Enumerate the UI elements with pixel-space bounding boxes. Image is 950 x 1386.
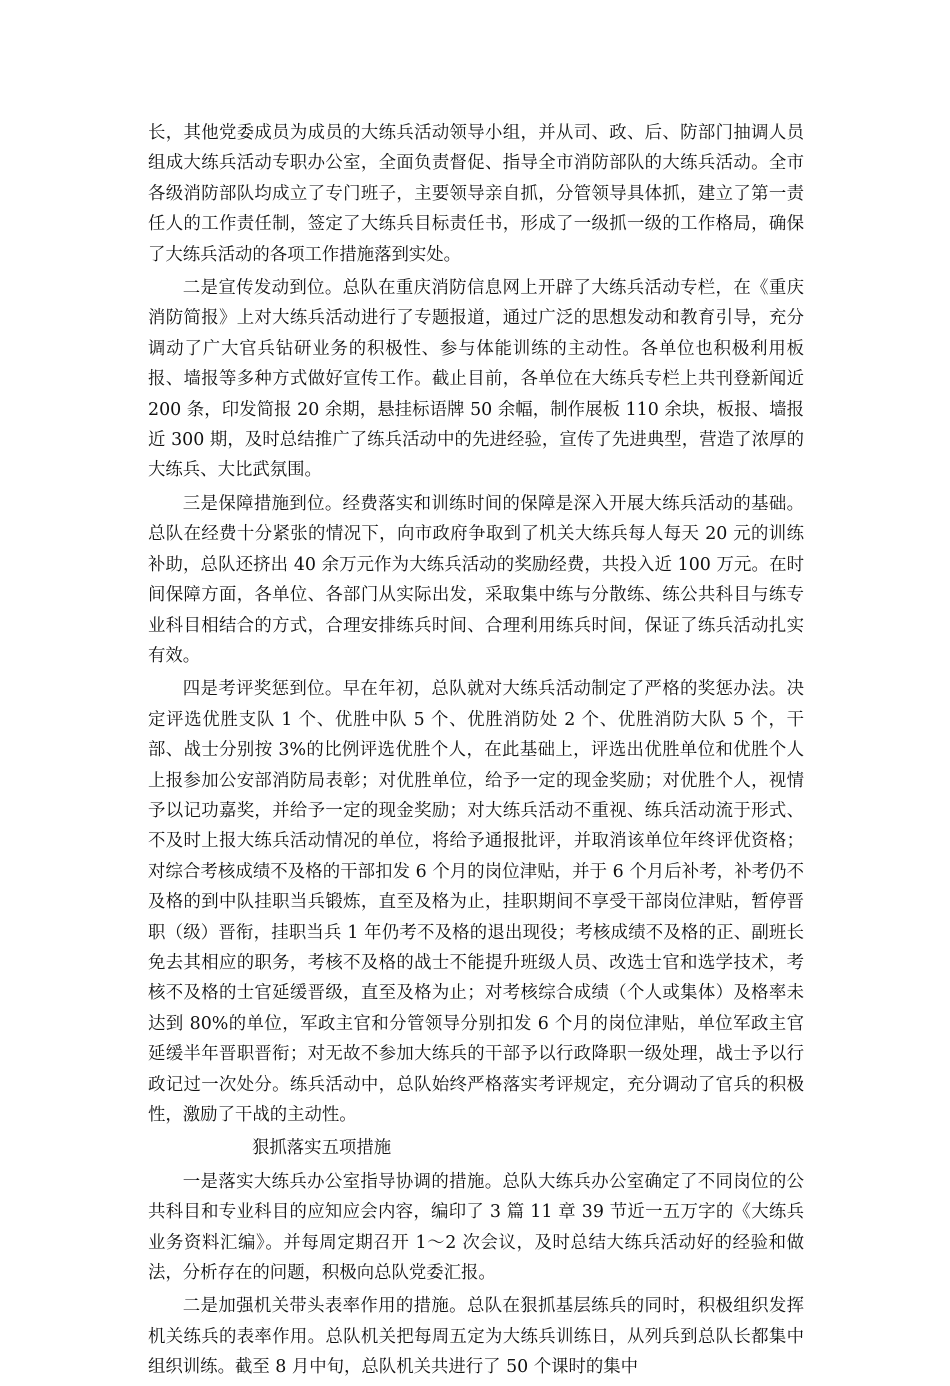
paragraph-evaluation: 四是考评奖惩到位。早在年初，总队就对大练兵活动制定了严格的奖惩办法。决定评选优胜支队 1 个、优胜中队 5 个、优胜消防处 2 个、优胜消防大队 5 个，干部、战士分别按 3%的比例评选优胜个人，在此基础上，评选出优胜单位和优胜个人上报参加公安部消防局表彰；对优胜单位，给予一定的现金奖励；对优胜个人，视情予以记功嘉奖，并给予一定的现金奖励；对大练兵活动不重视、练兵活动流于形式、不及时上报大练兵活动情况的单位，将给予通报批评，并取消该单位年终评优资格；对综合考核成绩不及格的干部扣发 6 个月的岗位津贴，并于 6 个月后补考，补考仍不及格的到中队挂职当兵锻炼，直至及格为止，挂职期间不享受干部岗位津贴，暂停晋职（级）晋衔，挂职当兵 1 年仍考不及格的退出现役；考核成绩不及格的正、副班长免去其相应的职务，考核不及格的战士不能提升班级人员、改选士官和选学技术，考核不及格的士官延缓晋级，直至及格为止；对考核综合成绩（个人或集体）及格率未达到 80%的单位，军政主官和分管领导分别扣发 6 个月的岗位津贴，单位军政主官延缓半年晋职晋衔；对无故不参加大练兵的干部予以行政降职一级处理，战士予以行政记过一次处分。练兵活动中，总队始终严格落实考评规定，充分调动了官兵的积极性，激励了干战的主动性。 [148,679,804,1125]
paragraph-office-coordination: 一是落实大练兵办公室指导协调的措施。总队大练兵办公室确定了不同岗位的公共科目和专业科目的应知应会内容，编印了 3 篇 11 章 39 节近一五万字的《大练兵业务资料汇编》。并每周定期召开 1～2 次会议，及时总结大练兵活动好的经验和做法，分析存在的问题，积极向总队党委汇报。 [148,1171,804,1284]
paragraph-guarantee: 三是保障措施到位。经费落实和训练时间的保障是深入开展大练兵活动的基础。总队在经费十分紧张的情况下，向市政府争取到了机关大练兵每人每天 20 元的训练补助，总队还挤出 40 余万元作为大练兵活动的奖励经费，共投入近 100 万元。在时间保障方面，各单位、各部门从实际出发，采取集中练与分散练、练公共科目与练专业科目相结合的方式，合理安排练兵时间、合理利用练兵时间，保证了练兵活动扎实有效。 [148,493,804,666]
paragraph-publicity: 二是宣传发动到位。总队在重庆消防信息网上开辟了大练兵活动专栏，在《重庆消防简报》上对大练兵活动进行了专题报道，通过广泛的思想发动和教育引导，充分调动了广大官兵钻研业务的积极性、参与体能训练的主动性。各单位也积极利用板报、墙报等多种方式做好宣传工作。截止目前，各单位在大练兵专栏上共刊登新闻近 200 条，印发简报 20 余期，悬挂标语牌 50 余幅，制作展板 110 余块，板报、墙报近 300 期，及时总结推广了练兵活动中的先进经验，宣传了先进典型，营造了浓厚的大练兵、大比武氛围。 [148,278,804,481]
document-body [148,118,804,1386]
paragraph-organ-example: 二是加强机关带头表率作用的措施。总队在狠抓基层练兵的同时，积极组织发挥机关练兵的表率作用。总队机关把每周五定为大练兵训练日，从列兵到总队长都集中组织训练。截至 8 月中旬，总队机关共进行了 50 个课时的集中 [148,1296,804,1378]
section-heading: 狠抓落实五项措施 [252,1138,392,1159]
paragraph-leadership: 长，其他党委成员为成员的大练兵活动领导小组，并从司、政、后、防部门抽调人员组成大练兵活动专职办公室，全面负责督促、指导全市消防部队的大练兵活动。全市各级消防部队均成立了专门班子，主要领导亲自抓，分管领导具体抓，建立了第一责任人的工作责任制，签定了大练兵目标责任书，形成了一级抓一级的工作格局，确保了大练兵活动的各项工作措施落到实处。 [148,123,804,265]
